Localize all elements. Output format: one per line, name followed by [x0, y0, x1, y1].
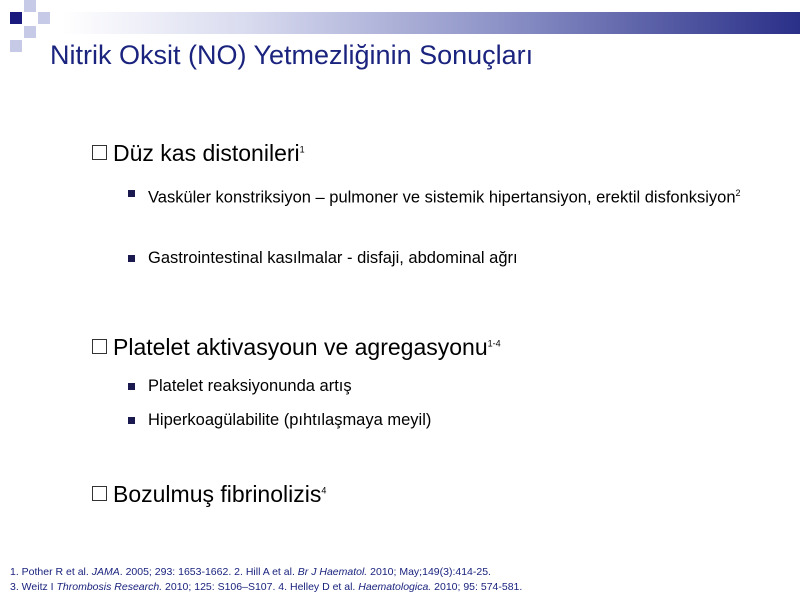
item-text: Gastrointestinal kasılmalar - disfaji, abdominal ağrı: [148, 249, 518, 267]
header-gradient-bar: [62, 12, 800, 34]
list-item: [128, 245, 778, 272]
slide-title: Nitrik Oksit (NO) Yetmezliğinin Sonuçları: [50, 40, 534, 70]
reference-text: 2010; 95: 574-581.: [431, 581, 523, 593]
reference-text: 2010; May;149(3):414-25.: [367, 566, 491, 578]
decor-square: [38, 12, 50, 24]
square-bullet-icon: [128, 255, 135, 262]
reference-line: [10, 580, 522, 595]
list-item: [128, 373, 778, 400]
item-text: Vasküler konstriksiyon – pulmoner ve sistemik hipertansiyon, erektil disfonksiyon: [148, 188, 736, 207]
references: [10, 565, 522, 595]
reference-text: 2010; 125: S106–S107. 4. Helley D et al.: [162, 581, 359, 593]
square-bullet-icon: [128, 383, 135, 390]
decor-square: [24, 26, 36, 38]
reference-line: [10, 565, 522, 580]
item-text: Platelet reaksiyonunda artış: [148, 377, 352, 395]
item-text: Hiperkoagülabilite (pıhtılaşmaya meyil): [148, 411, 432, 429]
decor-square: [24, 0, 36, 12]
footnote-ref: 4: [321, 485, 327, 496]
heading-text: Platelet aktivasyoun ve agregasyonu: [113, 334, 488, 360]
reference-text: 1. Pother R et al.: [10, 566, 92, 578]
list-item: [128, 180, 778, 212]
heading-text: Bozulmuş fibrinolizis: [113, 481, 322, 507]
journal-name: Br J Haematol.: [297, 566, 368, 578]
hollow-square-bullet-icon: [92, 486, 107, 501]
section-heading: [92, 140, 305, 167]
footnote-ref: 1: [299, 144, 305, 155]
reference-text: . 2005; 293: 1653-1662. 2. Hill A et al.: [119, 566, 298, 578]
square-bullet-icon: [128, 417, 135, 424]
journal-name: JAMA: [91, 566, 120, 578]
reference-text: 3. Weitz I: [10, 581, 57, 593]
journal-name: Thrombosis Research.: [56, 581, 163, 593]
heading-text: Düz kas distonileri: [113, 140, 300, 166]
section-heading: [92, 481, 326, 508]
footnote-ref: 1-4: [487, 338, 501, 349]
decor-square: [10, 40, 22, 52]
square-bullet-icon: [128, 190, 135, 197]
section-heading: [92, 334, 501, 361]
journal-name: Haematologica.: [358, 581, 432, 593]
decor-square: [10, 12, 22, 24]
list-item: [128, 407, 778, 434]
hollow-square-bullet-icon: [92, 339, 107, 354]
footnote-ref: 2: [735, 188, 741, 198]
hollow-square-bullet-icon: [92, 145, 107, 160]
